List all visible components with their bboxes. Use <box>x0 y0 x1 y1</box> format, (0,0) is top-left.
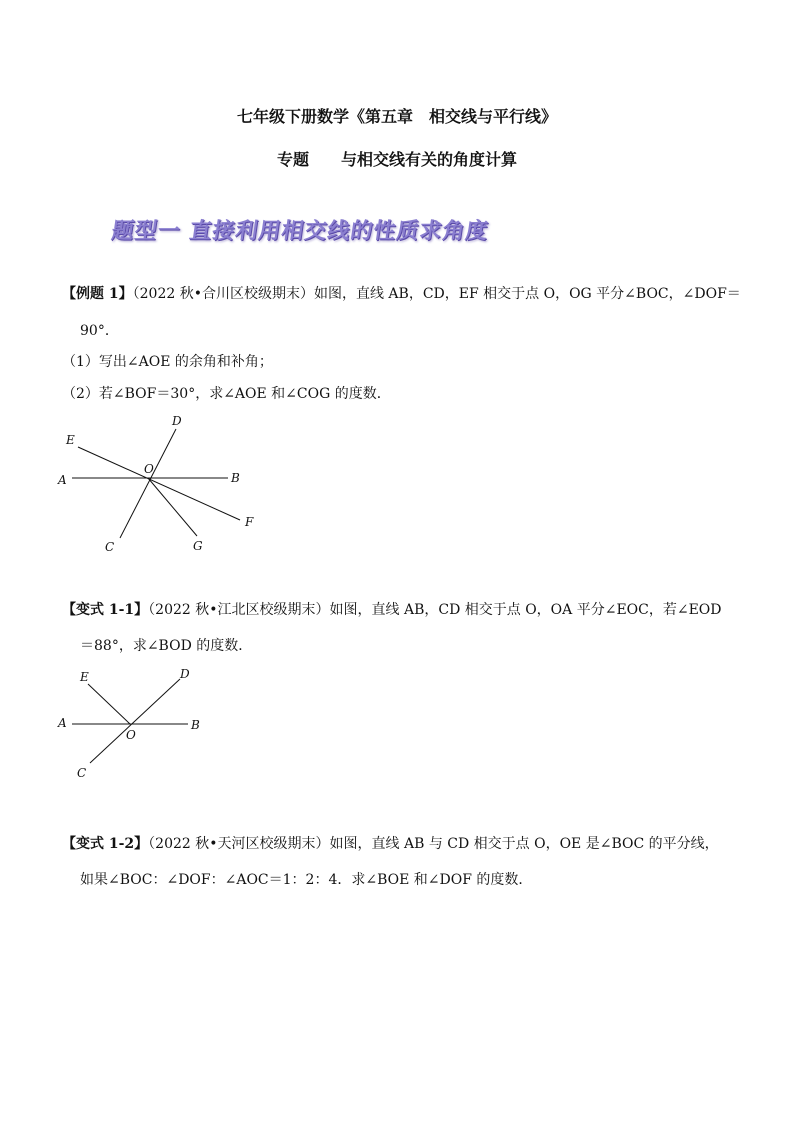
label-a: A <box>58 473 67 487</box>
document-subtitle: 专题 与相交线有关的角度计算 <box>276 150 517 169</box>
variant11-line1 <box>62 600 722 620</box>
line-ef <box>78 447 240 520</box>
example1-line2: 90°． <box>80 323 119 339</box>
example1-text-line1: 如图，直线 AB，CD，EF 相交于点 O，OG 平分∠BOC，∠DOF＝ <box>313 286 741 302</box>
example1-question2: （2）若∠BOF＝30°，求∠AOE 和∠COG 的度数． <box>62 386 391 402</box>
label-c: C <box>105 540 115 554</box>
ray-og <box>148 478 197 536</box>
label-b: B <box>231 471 240 485</box>
label-d: D <box>180 667 190 681</box>
label-b: B <box>191 718 200 732</box>
variant12-source: （2022 秋•天河区校级期末） <box>148 836 330 852</box>
example1-label: 【例题 1】 <box>62 286 133 302</box>
example1-source: （2022 秋•合川区校级期末） <box>132 286 314 302</box>
variant11-figure <box>50 660 220 785</box>
variant11-text-line1: 如图，直线 AB，CD 相交于点 O，OA 平分∠EOC，若∠EOD <box>329 602 722 618</box>
document-title: 七年级下册数学《第五章 相交线与平行线》 <box>236 107 557 126</box>
label-e: E <box>66 433 75 447</box>
variant12-text-line1: 如图，直线 AB 与 CD 相交于点 O，OE 是∠BOC 的平分线， <box>329 836 719 852</box>
label-c: C <box>77 766 87 780</box>
section-heading: 题型一 直接利用相交线的性质求角度 <box>109 218 491 244</box>
variant12-line2: 如果∠BOC：∠DOF：∠AOC＝1：2：4．求∠BOE 和∠DOF 的度数． <box>80 872 533 888</box>
label-f: F <box>245 515 254 529</box>
line-cd <box>90 679 180 763</box>
variant12-label: 【变式 1-2】 <box>62 836 149 852</box>
ray-oe <box>88 684 130 724</box>
label-o: O <box>126 728 136 742</box>
label-a: A <box>58 716 67 730</box>
label-d: D <box>172 414 182 428</box>
variant12-line1 <box>62 834 719 854</box>
label-e: E <box>80 670 89 684</box>
example1-figure <box>50 405 280 565</box>
line-cd <box>120 429 176 538</box>
label-o: O <box>144 462 154 476</box>
variant11-label: 【变式 1-1】 <box>62 602 149 618</box>
label-g: G <box>193 539 203 553</box>
example1-question1: （1）写出∠AOE 的余角和补角； <box>62 354 273 370</box>
example1-line1 <box>62 284 741 304</box>
variant11-source: （2022 秋•江北区校级期末） <box>148 602 330 618</box>
variant11-line2: ＝88°，求∠BOD 的度数． <box>80 638 253 654</box>
